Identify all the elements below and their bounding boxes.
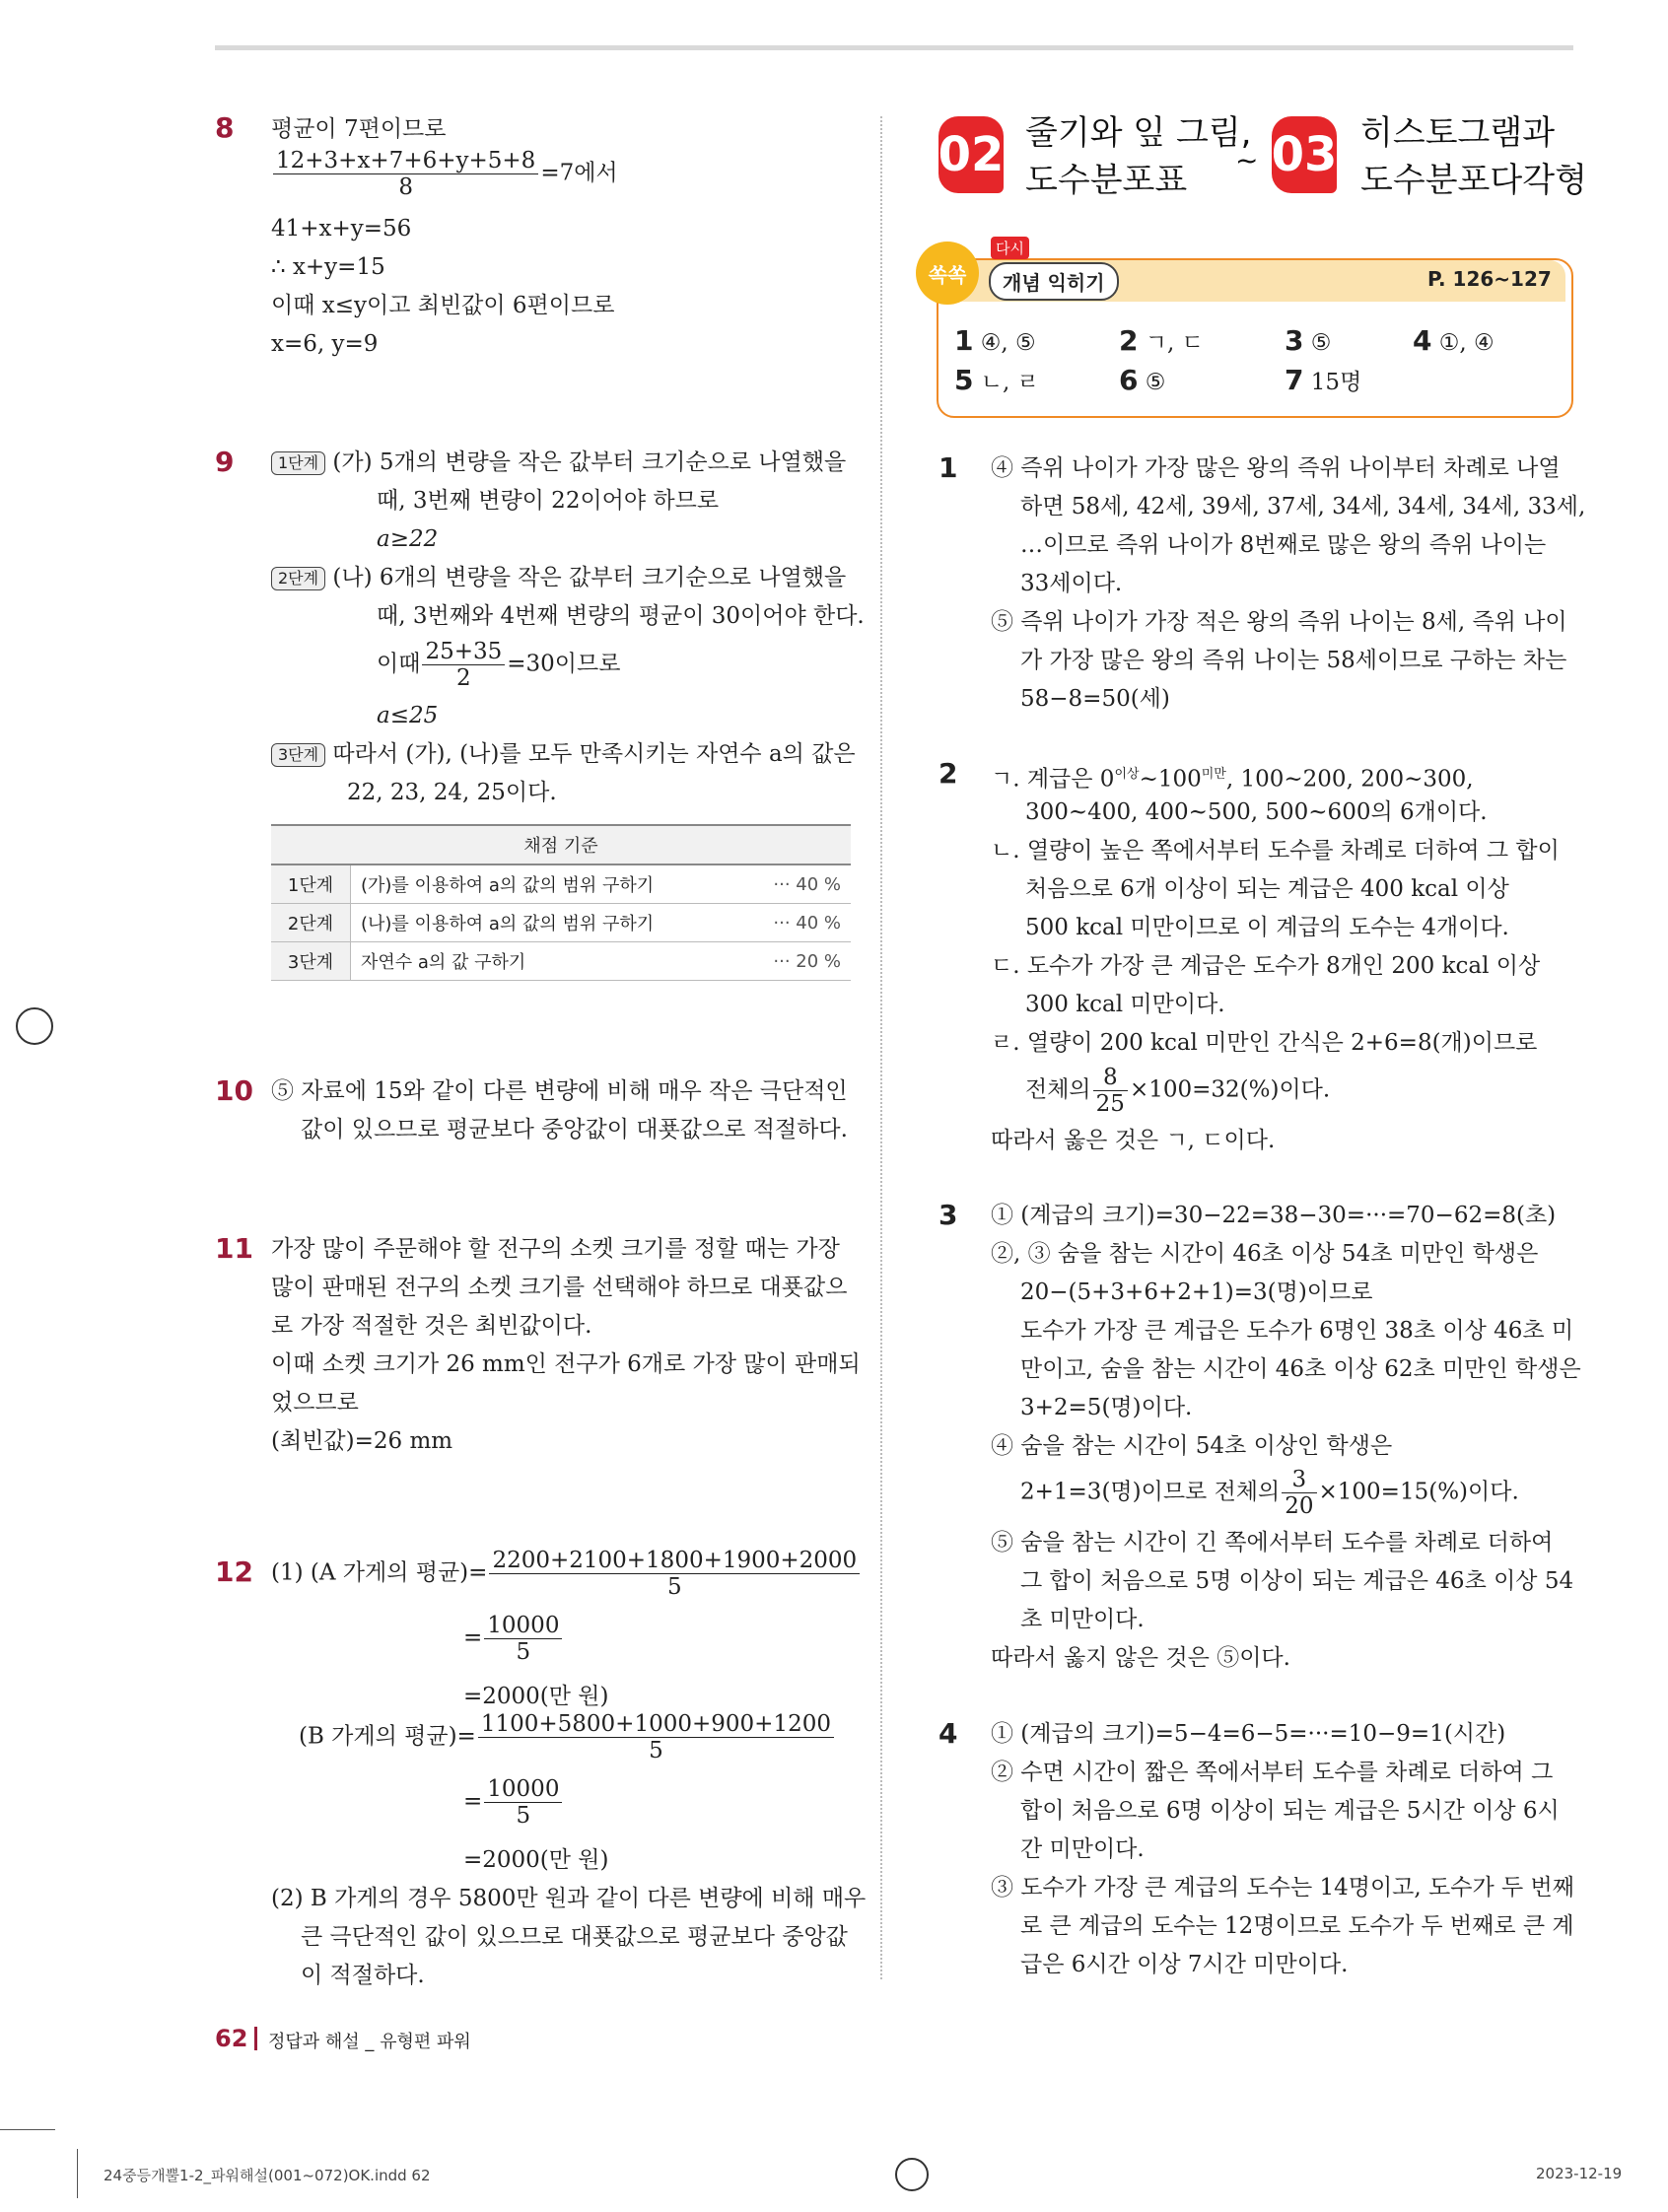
problem-10-number: 10 [215,1074,253,1107]
p12-c3: 이 적절하다. [301,1963,425,1988]
step1-badge: 1단계 [271,451,325,475]
q3-l11: 초 미만이다. [1020,1607,1145,1632]
q3-l10: 그 합이 처음으로 5명 이상이 되는 계급은 46초 이상 54 [1020,1568,1574,1594]
table-row: 3단계 자연수 a의 값 구하기 ··· 20 % [271,942,851,981]
q1-l4: 33세이다. [1020,571,1123,596]
p9-step2: 2단계 (나) 6개의 변량을 작은 값부터 크기순으로 나열했을 [271,559,846,597]
q1-l6: 가 가장 많은 왕의 즉위 나이는 58세이므로 구하는 차는 [1020,648,1567,673]
p11-line3: 로 가장 적절한 것은 최빈값이다. [271,1313,592,1339]
p12-b2: = $\frac{10000}{5}$ [463,1776,564,1829]
q4-l7: 급은 6시간 이상 7시간 미만이다. [1020,1952,1349,1977]
top-rule [215,45,1573,50]
q2-l5: 500 kcal 미만이므로 이 계급의 도수는 4개이다. [1025,915,1509,940]
step3-badge: 3단계 [271,743,325,767]
q3-l1: ① (계급의 크기)=30−22=38−30=···=70−62=8(초) [991,1203,1557,1228]
p8-line3: 41+x+y=56 [271,216,412,242]
print-date: 2023-12-19 [1536,2165,1623,2182]
concept-icon: 쏙쏙 [916,242,979,305]
q1-l1: ④ 즉위 나이가 가장 많은 왕의 즉위 나이부터 차례로 나열 [991,455,1561,481]
q4-l1: ① (계급의 크기)=5−4=6−5=···=10−9=1(시간) [991,1721,1506,1747]
p9-s2c: 이때 $\frac{25+35}{2}$ =30이므로 [377,639,621,691]
q3-l5: 만이고, 숨을 참는 시간이 46초 이상 62초 미만인 학생은 [1020,1356,1581,1382]
q3-l12: 따라서 옳지 않은 것은 ⑤이다. [991,1645,1290,1671]
p10-line2: 값이 있으므로 평균보다 중앙값이 대푯값으로 적절하다. [301,1117,848,1142]
section-badge-02: 02 [938,116,1004,193]
running-title: 정답과 해설 _ 유형편 파워 [268,2032,471,2052]
p8-equation: $\frac{12+3+x+7+6+y+5+8}{8}$ =7에서 [271,148,618,200]
q2-l8: ㄹ. 열량이 200 kcal 미만인 간식은 2+6=8(개)이므로 [991,1030,1538,1056]
column-divider [880,116,883,1979]
question-3-number: 3 [938,1199,958,1231]
q2-l6: ㄷ. 도수가 가장 큰 계급은 도수가 8개인 200 kcal 이상 [991,953,1541,979]
p12-a2: = $\frac{10000}{5}$ [463,1613,564,1665]
q4-l5: ③ 도수가 가장 큰 계급의 도수는 14명이고, 도수가 두 번째 [991,1875,1574,1901]
q2-l1: ㄱ. 계급은 $0^{이상}\sim 100^{미만}$, 100~200, 200~300, [991,766,1474,793]
section-title-03b: 도수분포다각형 [1360,161,1587,200]
p9-step3: 3단계 따라서 (가), (나)를 모두 만족시키는 자연수 a의 값은 [271,735,856,774]
registration-mark [16,1007,53,1045]
question-2-number: 2 [938,757,958,790]
q2-l10: 따라서 옳은 것은 ㄱ, ㄷ이다. [991,1128,1276,1153]
section-title-03a: 히스토그램과 [1360,113,1556,153]
answer-5: 5 ㄴ, ㄹ [954,364,1039,396]
problem-12-number: 12 [215,1555,253,1588]
q3-l2: ②, ③ 숨을 참는 시간이 46초 이상 54초 미만인 학생은 [991,1241,1539,1267]
p11-line1: 가장 많이 주문해야 할 전구의 소켓 크기를 정할 때는 가장 [271,1236,840,1262]
p12-c1: (2) B 가게의 경우 5800만 원과 같이 다른 변량에 비해 매우 [271,1886,867,1911]
p12-c2: 큰 극단적인 값이 있으므로 대푯값으로 평균보다 중앙값 [301,1924,848,1950]
q3-l7: ④ 숨을 참는 시간이 54초 이상인 학생은 [991,1433,1393,1459]
p11-line2: 많이 판매된 전구의 소켓 크기를 선택해야 하므로 대푯값으 [271,1275,848,1300]
p11-line4: 이때 소켓 크기가 26 mm인 전구가 6개로 가장 많이 판매되 [271,1351,861,1377]
registration-mark [895,2158,929,2191]
problem-9-number: 9 [215,446,235,478]
answer-1: 1 ④, ⑤ [954,324,1036,357]
p9-s1b: 때, 3번째 변량이 22이어야 하므로 [377,488,720,514]
p9-s1c: a≥22 [377,526,439,552]
section-title-02b: 도수분포표 [1025,161,1188,200]
p9-s3b: 22, 23, 24, 25이다. [347,780,557,805]
answer-4: 4 ①, ④ [1413,324,1494,357]
p9-step1: 1단계 (가) 5개의 변량을 작은 값부터 크기순으로 나열했을 [271,444,846,482]
q4-l6: 로 큰 계급의 도수는 12명이므로 도수가 두 번째로 큰 계 [1020,1913,1574,1939]
q3-l3: 20−(5+3+6+2+1)=3(명)이므로 [1020,1279,1373,1305]
answer-6: 6 ⑤ [1119,364,1166,396]
step2-badge: 2단계 [271,567,325,590]
concept-pages: P. 126~127 [1427,267,1552,291]
p12-b3: =2000(만 원) [463,1847,609,1873]
scoring-table [271,824,851,981]
p9-s2b: 때, 3번째와 4번째 변량의 평균이 30이어야 한다. [377,603,865,629]
q4-l2: ② 수면 시간이 짧은 쪽에서부터 도수를 차례로 더하여 그 [991,1760,1554,1785]
p11-line6: (최빈값)=26 mm [271,1428,453,1454]
p9-s2d: a≤25 [377,703,439,728]
p12-a: (1) (A 가게의 평균)= $\frac{2200+2100+1800+1900+2000}{5}$ [271,1548,862,1600]
p12-b: (B 가게의 평균)= $\frac{1100+5800+1000+900+1200}{5}$ [299,1711,836,1763]
problem-8-number: 8 [215,111,235,144]
q2-l3: ㄴ. 열량이 높은 쪽에서부터 도수를 차례로 더하여 그 합이 [991,838,1560,864]
concept-title: 개념 익히기 [989,262,1119,301]
q1-l7: 58−8=50(세) [1020,686,1170,712]
problem-11-number: 11 [215,1232,253,1265]
concept-tag: 다시 [991,237,1029,259]
answer-7: 7 15명 [1285,364,1362,396]
table-row: 1단계 (가)를 이용하여 a의 값의 범위 구하기 ··· 40 % [271,864,851,904]
q2-l7: 300 kcal 미만이다. [1025,992,1225,1017]
crop-mark [77,2149,78,2198]
q3-l6: 3+2=5(명)이다. [1020,1395,1193,1420]
file-name: 24중등개뿔1-2_파워해설(001~072)OK.indd 62 [104,2167,431,2184]
question-4-number: 4 [938,1717,958,1750]
crop-mark [0,2129,55,2130]
p8-line5: 이때 x≤y이고 최빈값이 6편이므로 [271,293,615,318]
q4-l4: 간 미만이다. [1020,1836,1145,1862]
table-row: 2단계 (나)를 이용하여 a의 값의 범위 구하기 ··· 40 % [271,904,851,942]
q1-l5: ⑤ 즉위 나이가 가장 적은 왕의 즉위 나이는 8세, 즉위 나이 [991,609,1567,635]
section-title-02a: 줄기와 잎 그림, [1025,113,1252,153]
q3-l8: 2+1=3(명)이므로 전체의 $\frac{3}{20}$ ×100=15(%)이다. [1020,1467,1519,1519]
question-1-number: 1 [938,451,958,484]
p8-line1: 평균이 7편이므로 [271,116,447,142]
q3-l4: 도수가 가장 큰 계급은 도수가 6명인 38초 이상 46초 미 [1020,1318,1574,1344]
section-badge-03: 03 [1272,116,1337,193]
page-number: 62 [215,2025,248,2052]
q1-l3: …이므로 즉위 나이가 8번째로 많은 왕의 즉위 나이는 [1020,532,1547,558]
q3-l9: ⑤ 숨을 참는 시간이 긴 쪽에서부터 도수를 차례로 더하여 [991,1530,1554,1555]
p10-line1: ⑤ 자료에 15와 같이 다른 변량에 비해 매우 작은 극단적인 [271,1078,848,1104]
q4-l3: 합이 처음으로 6명 이상이 되는 계급은 5시간 이상 6시 [1020,1798,1560,1824]
p12-a3: =2000(만 원) [463,1684,609,1709]
p8-line6: x=6, y=9 [271,331,379,357]
page-number-divider [254,2027,257,2050]
q1-l2: 하면 58세, 42세, 39세, 37세, 34세, 34세, 34세, 33세, [1020,494,1586,519]
q2-l4: 처음으로 6개 이상이 되는 계급은 400 kcal 이상 [1025,876,1509,902]
answer-2: 2 ㄱ, ㄷ [1119,324,1204,357]
q2-l9: 전체의 $\frac{8}{25}$ ×100=32(%)이다. [1025,1065,1331,1117]
q2-l2: 300~400, 400~500, 500~600의 6개이다. [1025,799,1488,825]
scoring-header: 채점 기준 [271,825,851,864]
answer-3: 3 ⑤ [1285,324,1332,357]
p8-line4: ∴ x+y=15 [271,254,385,280]
p11-line5: 었으므로 [271,1390,359,1416]
section-tilde: ~ [1235,144,1259,176]
